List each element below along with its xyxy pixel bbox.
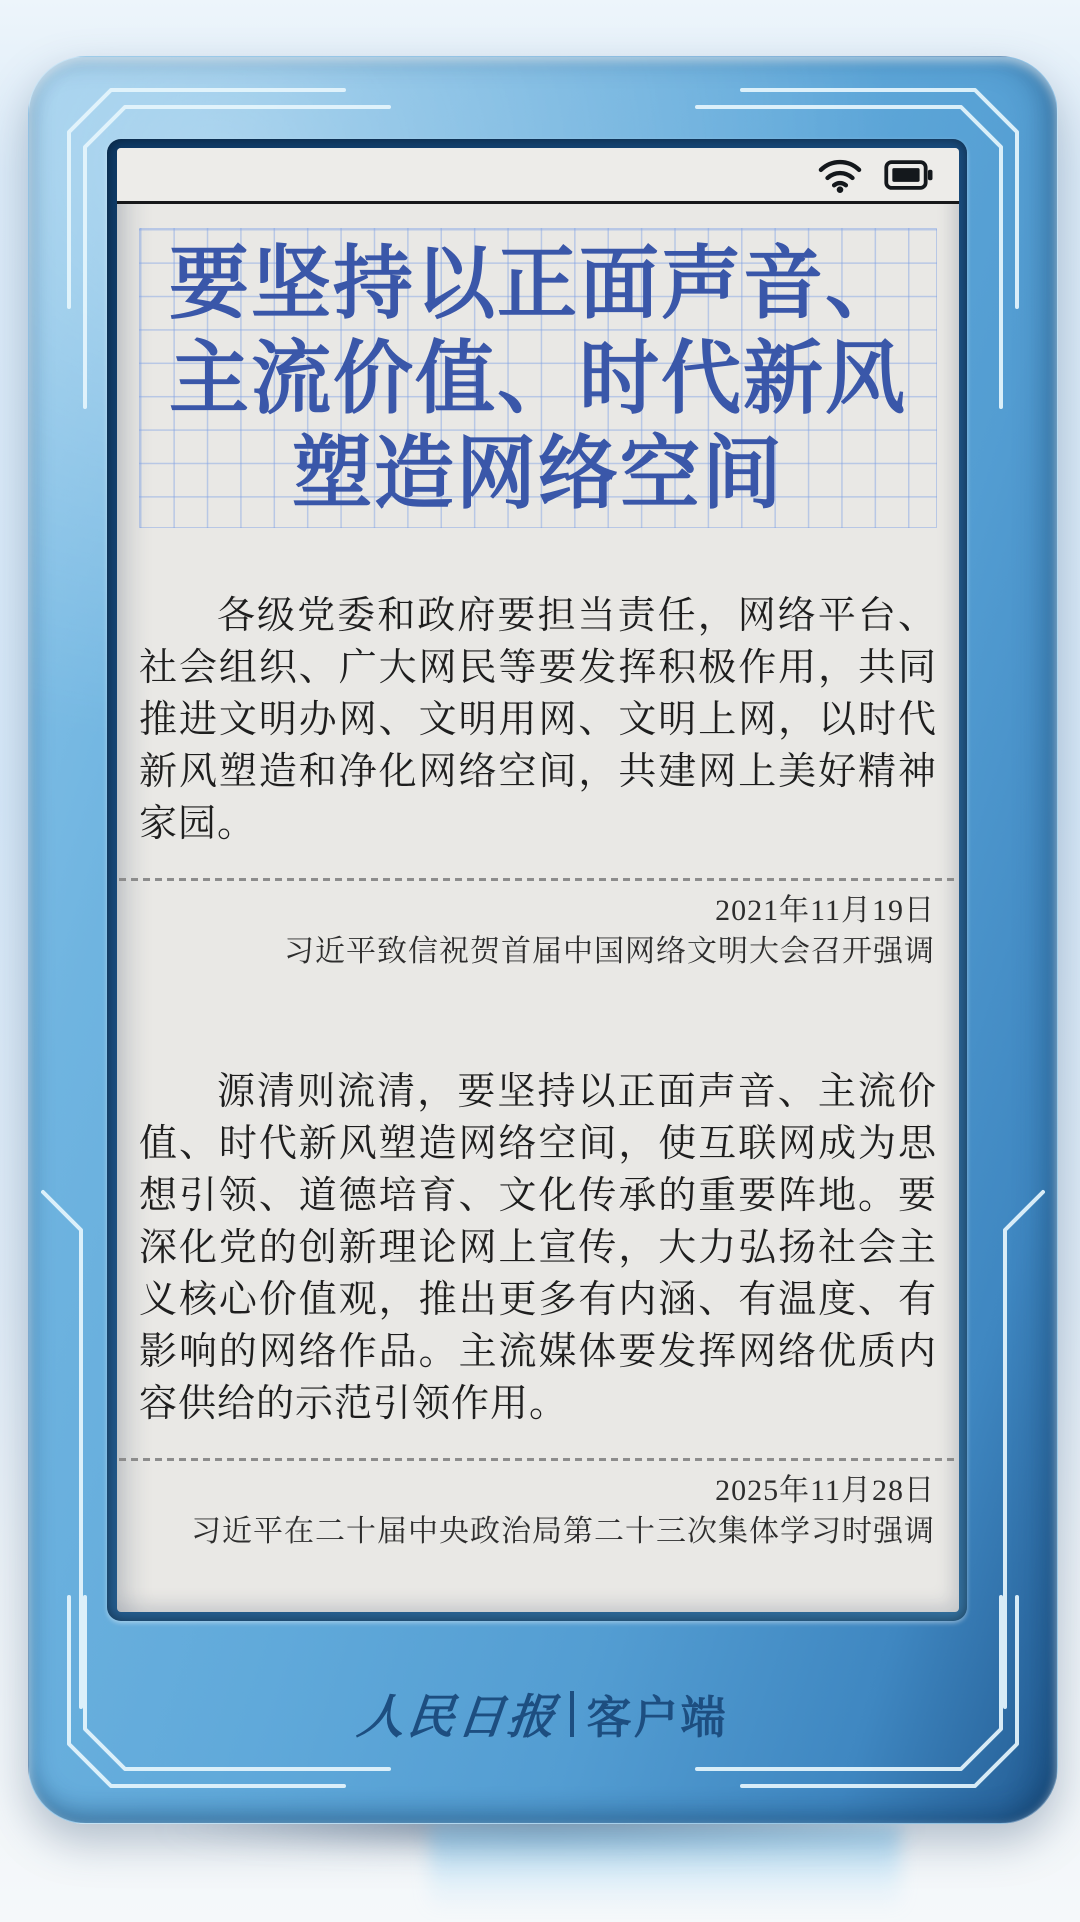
brand-logo bbox=[29, 1680, 1057, 1747]
brand-divider bbox=[570, 1691, 574, 1737]
headline bbox=[169, 236, 907, 521]
accent-mid-right bbox=[1005, 1192, 1043, 1707]
accent-mid-left bbox=[43, 1192, 81, 1707]
quote-1-body: 各级党委和政府要担当责任，网络平台、社会组织、广大网民等要发挥积极作用，共同推进文明办网、文明用网、文明上网，以时代新风塑造和净化网络空间，共建网上美好精神家园。 bbox=[139, 595, 937, 845]
quote-2-date: 2025年11月28日 bbox=[715, 1474, 935, 1507]
page-content bbox=[117, 228, 959, 1552]
wifi-icon bbox=[818, 157, 862, 193]
ereader-device bbox=[28, 56, 1058, 1824]
screen bbox=[117, 148, 959, 1612]
headline-line-1: 要坚持以正面声音、 bbox=[169, 238, 907, 328]
quote-1-date: 2021年11月19日 bbox=[715, 894, 935, 927]
headline-line-2: 主流价值、时代新风 bbox=[169, 333, 907, 423]
quote-2-meta bbox=[117, 1461, 959, 1552]
screen-bezel-recess bbox=[107, 139, 967, 1621]
headline-line-3: 塑造网络空间 bbox=[292, 428, 784, 518]
device-floor-reflection bbox=[430, 1824, 900, 1922]
battery-icon bbox=[884, 159, 934, 191]
quote-1-attribution: 习近平致信祝贺首届中国网络文明大会召开强调 bbox=[284, 935, 935, 968]
quote-section-1 bbox=[117, 590, 959, 972]
status-bar bbox=[117, 148, 959, 204]
brand-people-daily-script: 人民日报 bbox=[355, 1690, 561, 1745]
quote-2-body: 源清则流清，要坚持以正面声音、主流价值、时代新风塑造网络空间，使互联网成为思想引领、道德培育、文化传承的重要阵地。要深化党的创新理论网上宣传，大力弘扬社会主义核心价值观，推出更多有内涵、有温度、有影响的网络作品。主流媒体要发挥网络优质内容供给的示范引领作用。 bbox=[139, 1071, 937, 1425]
quote-2-attribution: 习近平在二十届中央政治局第二十三次集体学习时强调 bbox=[191, 1515, 935, 1548]
quote-section-2 bbox=[117, 1066, 959, 1552]
headline-grid-panel bbox=[139, 228, 937, 528]
quote-1-meta bbox=[117, 881, 959, 972]
brand-client-label: 客户端 bbox=[586, 1692, 728, 1743]
